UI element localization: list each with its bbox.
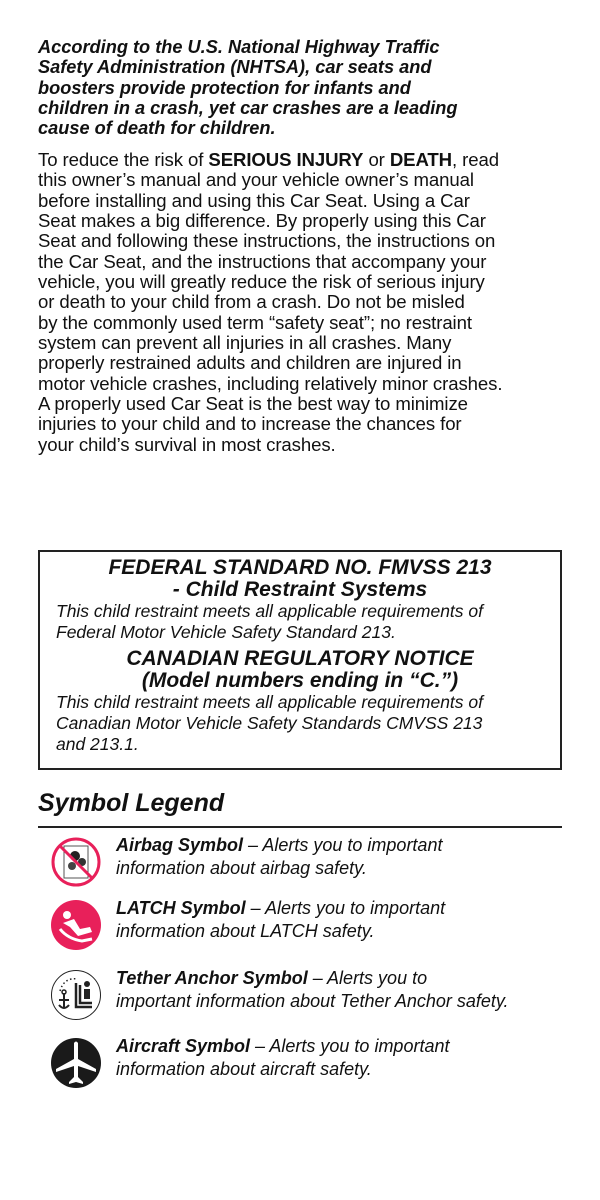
canadian-text: This child restraint meets all applicable requirements of [56,692,483,712]
body-line: Seat and following these instructions, the instructions on [38,230,496,252]
body-line: by the commonly used term “safety seat”; no restraint [38,311,472,333]
text: , read [452,149,499,170]
body-line [38,150,568,170]
standards-notice-box [38,550,562,770]
legend-desc: information about LATCH safety. [116,921,375,941]
body-line: your child’s survival in most crashes. [38,433,336,455]
legend-name: Tether Anchor Symbol [116,968,308,988]
legend-desc: – Alerts you to important [245,898,446,918]
legend-name: LATCH Symbol [116,898,246,918]
tether-anchor-icon [50,969,102,1021]
canadian-heading: CANADIAN REGULATORY NOTICE [126,647,474,670]
legend-desc: important information about Tether Anchor safety. [116,991,509,1011]
intro-line: Safety Administration (NHTSA), car seats and [38,57,432,78]
canadian-heading: (Model numbers ending in “C.”) [141,669,459,692]
legend-desc: – Alerts you to important [250,1036,450,1056]
airbag-prohibited-icon [50,836,102,888]
intro-line: boosters provide protection for infants and [38,77,411,98]
body-line: A properly used Car Seat is the best way to minimize [38,393,468,415]
legend-text [116,967,509,1013]
legend-desc: – Alerts you to important [243,835,443,855]
federal-heading: - Child Restraint Systems [172,578,428,601]
legend-item-airbag [50,836,570,892]
latch-icon [50,899,102,951]
legend-text [116,834,442,880]
aircraft-icon [50,1037,102,1089]
nhtsa-intro [38,37,568,138]
canadian-text: Canadian Motor Vehicle Safety Standards CMVSS 213 [56,713,483,733]
body-line: injuries to your child and to increase the chances for [38,413,462,435]
federal-text: This child restraint meets all applicable requirements of [56,601,483,621]
canadian-text: and 213.1. [56,734,139,754]
text: or [363,149,390,170]
legend-text [116,897,445,943]
legend-item-latch [50,899,570,955]
symbol-legend-title: Symbol Legend [38,789,225,817]
serious-injury-emphasis: SERIOUS INJURY [208,149,364,170]
legend-item-aircraft [50,1037,570,1093]
text: To reduce the risk of [38,149,209,170]
body-line: properly restrained adults and children are injured in [38,352,462,374]
federal-text: Federal Motor Vehicle Safety Standard 213. [56,622,396,642]
body-line: the Car Seat, and the instructions that accompany your [38,250,487,272]
body-line: or death to your child from a crash. Do not be misled [38,291,465,313]
legend-item-tether [50,969,570,1025]
intro-line: According to the U.S. National Highway Traffic [38,37,440,57]
intro-line: children in a crash, yet car crashes are a leading [38,97,458,118]
body-line: system can prevent all injuries in all crashes. Many [38,332,452,354]
body-line: Seat makes a big difference. By properly using this Car [38,210,486,232]
warning-paragraph [38,150,568,455]
body-line: vehicle, you will greatly reduce the risk of serious injury [38,271,485,293]
death-emphasis: DEATH [389,149,453,170]
legend-desc: – Alerts you to [307,968,428,988]
legend-desc: information about airbag safety. [116,858,367,878]
body-line: before installing and using this Car Seat. Using a Car [38,189,470,211]
divider [38,826,562,828]
legend-text [116,1035,449,1081]
legend-name: Aircraft Symbol [116,1036,251,1056]
federal-heading: FEDERAL STANDARD NO. FMVSS 213 [108,556,492,579]
body-line: this owner’s manual and your vehicle owner’s manual [38,169,474,191]
legend-desc: information about aircraft safety. [116,1059,372,1079]
body-line: motor vehicle crashes, including relatively minor crashes. [38,372,503,394]
legend-name: Airbag Symbol [116,835,244,855]
intro-line: cause of death for children. [38,118,276,139]
